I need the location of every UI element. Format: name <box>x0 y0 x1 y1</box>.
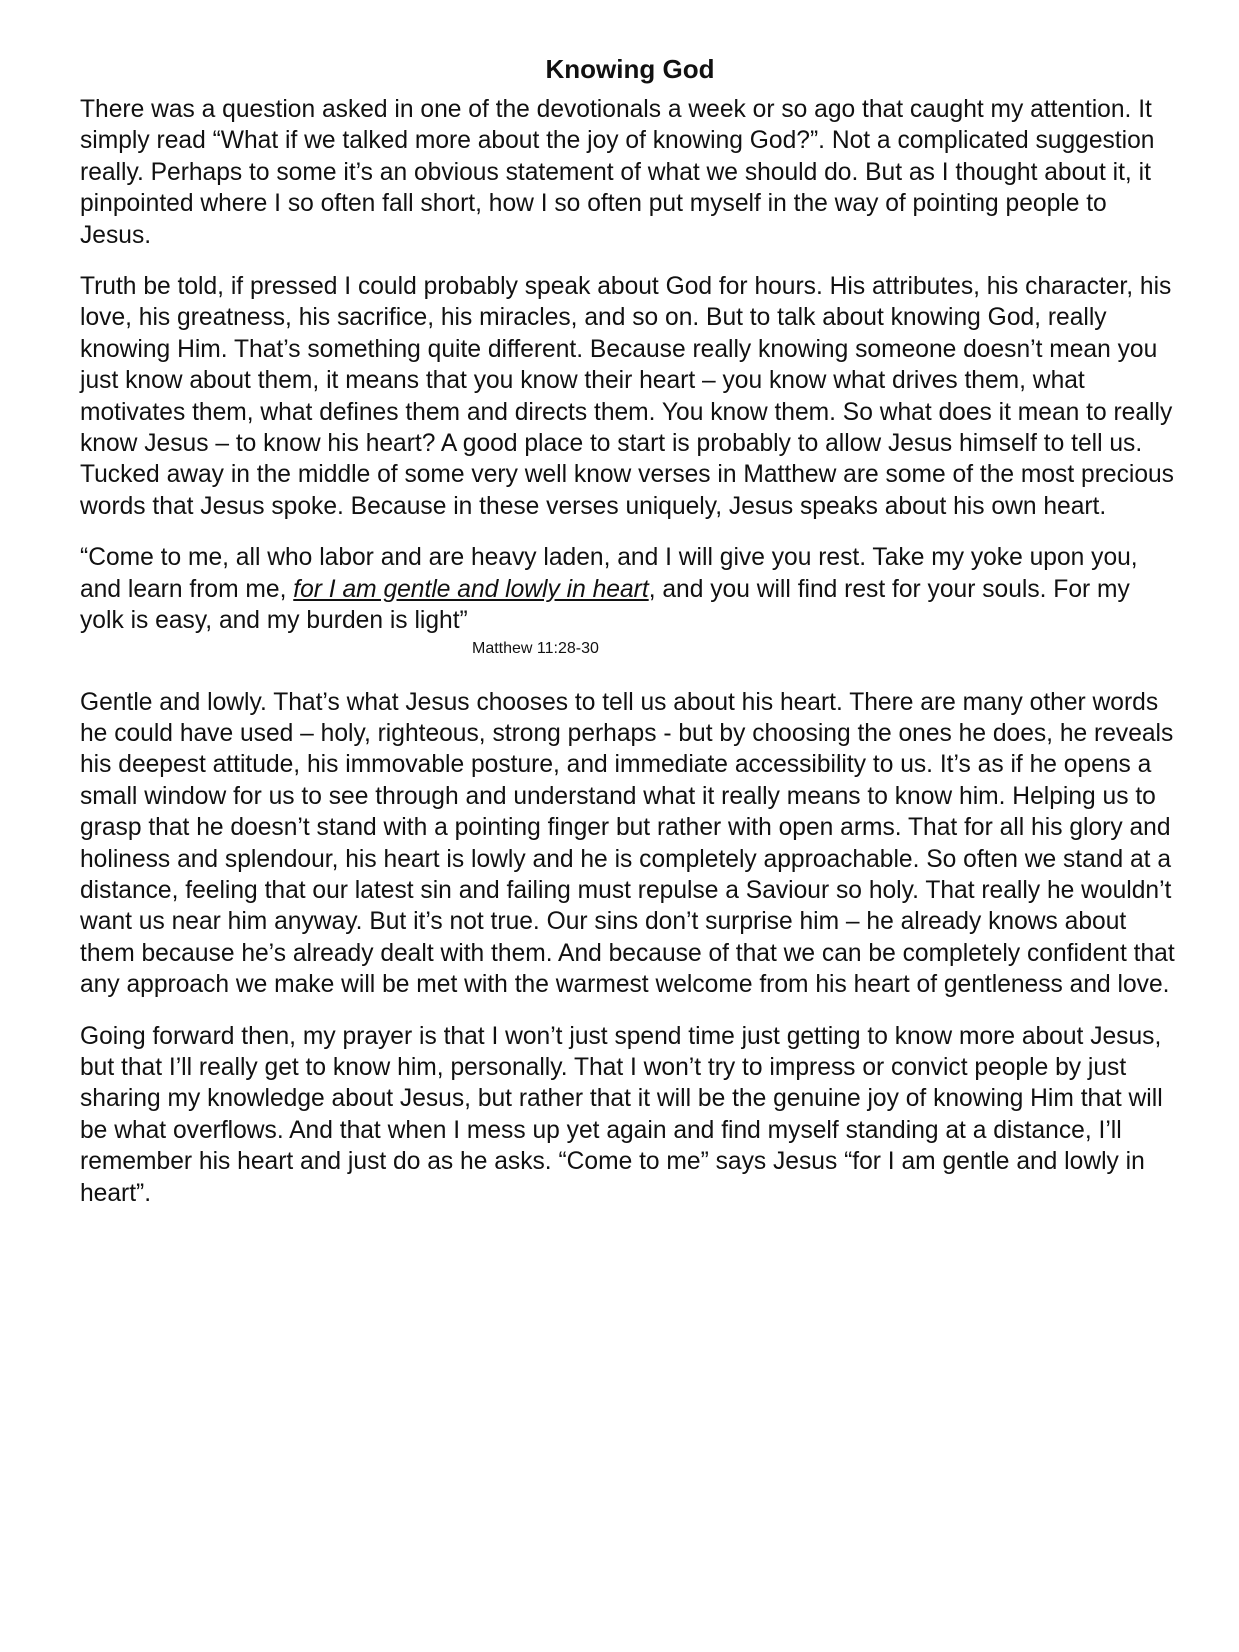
quote-text-start: “Come to me, all who labor and are heavy laden, and I will give you rest. Take my yoke upon you, and learn from me, <box>80 544 1138 603</box>
document-title: Knowing God <box>545 54 715 84</box>
scripture-reference: Matthew 11:28-30 <box>472 639 599 657</box>
paragraph-2: Truth be told, if pressed I could probably speak about God for hours. His attributes, his character, his love, his greatness, his sacrifice, his miracles, and so on. But to talk about knowing God, really knowing Him. That’s something quite different. Because really knowing someone doesn’t mean you just know about them, it means that you know their heart – you know what drives them, what motivates them, what defines them and directs them. You know them. So what does it mean to really know Jesus – to know his heart? A good place to start is probably to allow Jesus himself to tell us. Tucked away in the middle of some very well know verses in Matthew are some of the most precious words that Jesus spoke. Because in these verses uniquely, Jesus speaks about his own heart. <box>80 273 1174 520</box>
quote-emphasis: for I am gentle and lowly in heart <box>293 575 649 603</box>
document-page <box>80 52 1180 1229</box>
paragraph-3: Gentle and lowly. That’s what Jesus chooses to tell us about his heart. There are many other words he could have used – holy, righteous, strong perhaps - but by choosing the ones he does, he reveals his deepest attitude, his immovable posture, and immediate accessibility to us. It’s as if he opens a small window for us to see through and understand what it really means to know him. Helping us to grasp that he doesn’t stand with a pointing finger but rather with open arms. That for all his glory and holiness and splendour, his heart is lowly and he is completely approachable. So often we stand at a distance, feeling that our latest sin and failing must repulse a Saviour so holy. That really he wouldn’t want us near him anyway. But it’s not true. Our sins don’t surprise him – he already knows about them because he’s already dealt with them. And because of that we can be completely confident that any approach we make will be met with the warmest welcome from his heart of gentleness and love. <box>80 688 1175 999</box>
paragraph-4: Going forward then, my prayer is that I won’t just spend time just getting to know more about Jesus, but that I’ll really get to know him, personally. That I won’t try to impress or convict people by just sharing my knowledge about Jesus, but rather that it will be the genuine joy of knowing Him that will be what overflows. And that when I mess up yet again and find myself standing at a distance, I’ll remember his heart and just do as he asks. “Come to me” says Jesus “for I am gentle and lowly in heart”. <box>80 1022 1163 1207</box>
scripture-quote <box>80 542 1180 636</box>
quote-text-end: , and you will find rest for your souls. For my yolk is easy, and my burden is light” <box>80 575 1130 635</box>
paragraph-1: There was a question asked in one of the devotionals a week or so ago that caught my attention. It simply read “What if we talked more about the joy of knowing God?”. Not a complicated suggestion really. Perhaps to some it’s an obvious statement of what we should do. But as I thought about it, it pinpointed where I so often fall short, how I so often put myself in the way of pointing people to Jesus. <box>80 96 1155 249</box>
